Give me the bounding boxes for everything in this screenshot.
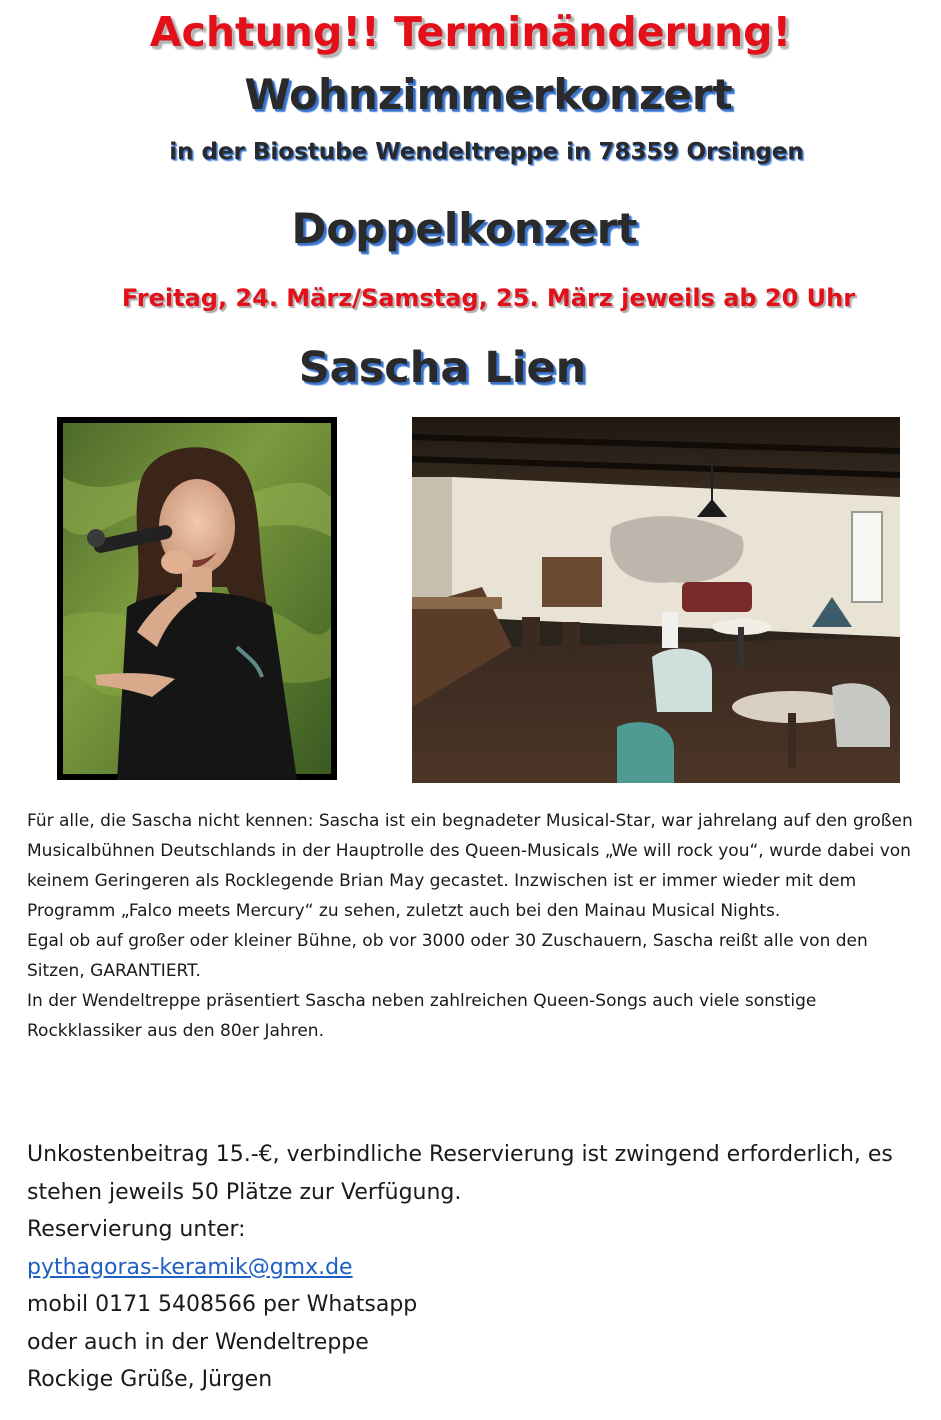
- alternative-reservation: oder auch in der Wendeltreppe: [27, 1329, 369, 1355]
- description-paragraph: In der Wendeltreppe präsentiert Sascha neben zahlreichen Queen-Songs auch viele sonstige Rockklassiker aus den 80er Jahren.: [27, 991, 817, 1041]
- venue-photo: [412, 417, 900, 783]
- double-concert-title: Doppelkonzert: [291, 204, 638, 253]
- artist-description: [27, 806, 927, 1046]
- event-date: Freitag, 24. März/Samstag, 25. März jeweils ab 20 Uhr: [121, 284, 856, 312]
- description-paragraph: Egal ob auf großer oder kleiner Bühne, ob vor 3000 oder 30 Zuschauern, Sascha reißt alle von den Sitzen, GARANTIERT.: [27, 931, 868, 981]
- singer-photo: [57, 417, 337, 780]
- reservation-label: Reservierung unter:: [27, 1217, 246, 1242]
- greeting: Rockige Grüße, Jürgen: [27, 1367, 273, 1392]
- email-link[interactable]: pythagoras-keramik@gmx.de: [27, 1254, 353, 1280]
- mobile-number: mobil 0171 5408566 per Whatsapp: [27, 1292, 418, 1317]
- artist-name: Sascha Lien: [298, 343, 587, 393]
- alert-headline: Achtung!! Terminänderung!: [149, 8, 792, 56]
- location-subtitle: in der Biostube Wendeltreppe in 78359 Orsingen: [169, 139, 804, 165]
- fee-text: Unkostenbeitrag 15.-€, verbindliche Reservierung ist zwingend erforderlich, es stehen jeweils 50 Plätze zur Verfügung.: [27, 1142, 893, 1205]
- concert-title: Wohnzimmerkonzert: [244, 70, 733, 119]
- reservation-info: [27, 1136, 937, 1399]
- description-paragraph: Für alle, die Sascha nicht kennen: Sascha ist ein begnadeter Musical-Star, war jahrelang auf den großen Musicalbühnen Deutschlands in der Hauptrolle des Queen-Musicals „We will rock you“, wurde dabei von keinem Geringeren als Rocklegende Brian May gecastet. Inzwischen ist er immer wieder mit dem Programm „Falco meets Mercury“ zu sehen, zuletzt auch bei den Mainau Musical Nights.: [27, 811, 913, 921]
